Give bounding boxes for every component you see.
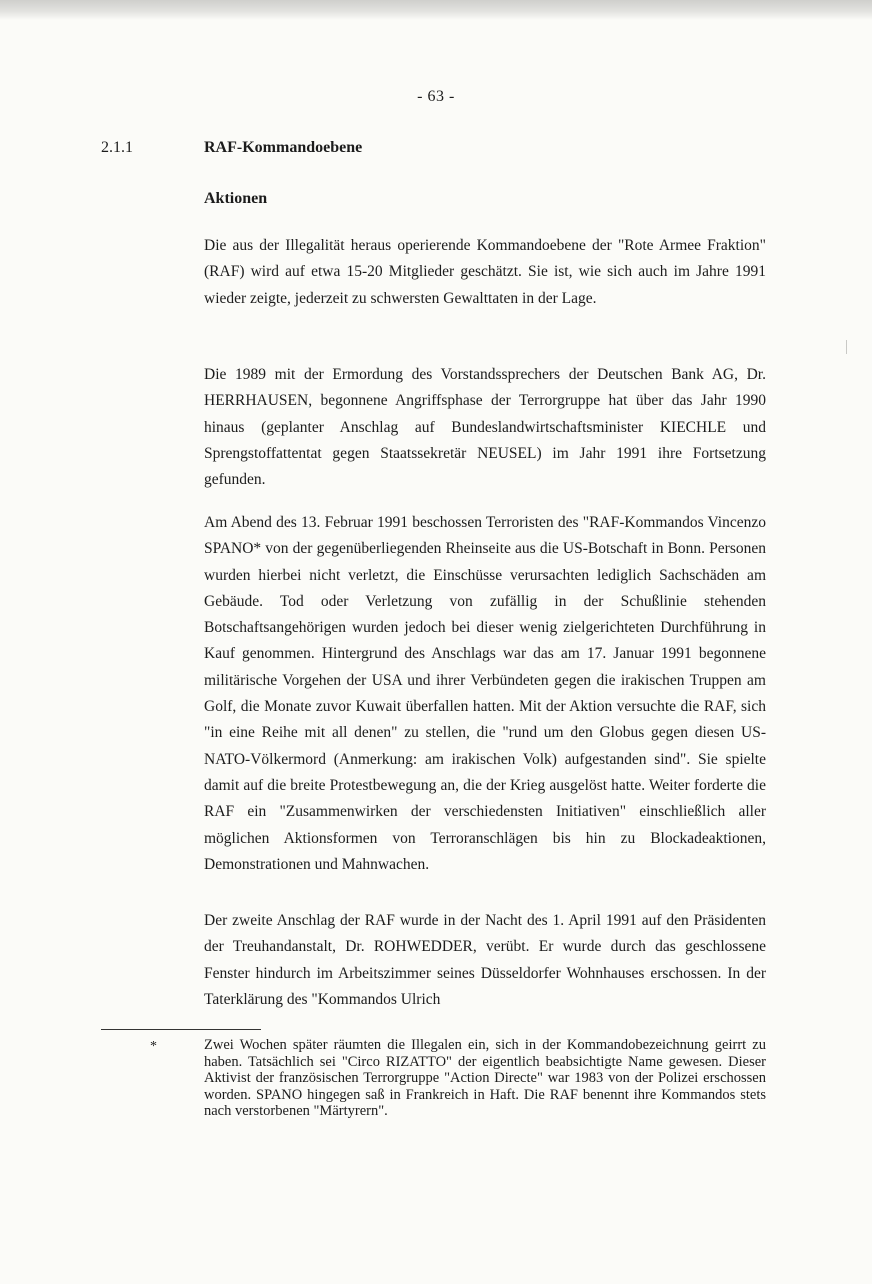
scan-speck (846, 340, 847, 354)
paragraph-1: Die aus der Illegalität heraus operierende Kommandoebene der "Rote Armee Fraktion" (RAF) wird auf etwa 15-20 Mitglieder geschätzt. Sie ist, wie sich auch im Jahre 1991 wieder zeigte, jederzeit zu schwersten Gewalttaten in der Lage. (204, 237, 766, 307)
scan-top-edge (0, 0, 872, 20)
paragraph-4: Der zweite Anschlag der RAF wurde in der Nacht des 1. April 1991 auf den Präsidenten der Treuhandanstalt, Dr. ROHWEDDER, verübt. Er wurde durch das geschlossene Fenster hindurch im Arbeitszimmer seines Düsseldorfer Wohnhauses erschossen. In der Taterklärung des "Kommandos Ulrich (204, 912, 766, 1008)
footnote-marker: * (150, 1039, 157, 1054)
footnote-divider (101, 1029, 261, 1030)
paragraph-3: Am Abend des 13. Februar 1991 beschossen Terroristen des "RAF-Kommandos Vincenzo SPANO* von der gegenüberliegenden Rheinseite aus die US-Botschaft in Bonn. Personen wurden hierbei nicht verletzt, die Einschüsse verursachten lediglich Sachschäden am Gebäude. Tod oder Verletzung von zufällig in der Schußlinie stehenden Botschaftsangehörigen wurden jedoch bei dieser wenig zielgerichteten Durchführung in Kauf genommen. Hintergrund des Anschlags war das am 17. Januar 1991 begonnene militärische Vorgehen der USA und ihrer Verbündeten gegen die irakischen Truppen am Golf, die Monate zuvor Kuwait überfallen hatten. Mit der Aktion versuchte die RAF, sich "in eine Reihe mit all denen" zu stellen, die "rund um den Globus gegen diesen US-NATO-Völkermord (Anmerkung: am irakischen Volk) aufgestanden sind". Sie spielte damit auf die breite Protestbewegung an, die der Krieg ausgelöst hatte. Weiter forderte die RAF ein "Zusammenwirken der verschiedensten Initiativen" einschließlich aller möglichen Aktionsformen von Terroranschlägen bis hin zu Blockadeaktionen, Demonstrationen und Mahnwachen. (204, 514, 766, 873)
paragraph-2: Die 1989 mit der Ermordung des Vorstandssprechers der Deutschen Bank AG, Dr. HERRHAUSEN, begonnene Angriffsphase der Terrorgruppe hat über das Jahr 1990 hinaus (geplanter Anschlag auf Bundeslandwirtschaftsminister KIECHLE und Sprengstoffattentat gegen Staatssekretär NEUSEL) im Jahr 1991 ihre Fortsetzung gefunden. (204, 366, 766, 489)
section-number: 2.1.1 (101, 139, 133, 156)
page-number: - 63 - (417, 88, 455, 105)
footnote-text: Zwei Wochen später räumten die Illegalen ein, sich in der Kommandobezeichnung geirrt zu haben. Tatsächlich sei "Circo RIZATTO" der eigentlich beabsichtigte Name gewesen. Dieser Aktivist der französischen Terrorgruppe "Action Directe" war 1983 von der Polizei erschossen worden. SPANO hingegen saß in Frankreich in Haft. Die RAF benennt ihre Kommandos stets nach verstorbenen "Märtyrern". (204, 1037, 766, 1120)
subheading: Aktionen (204, 190, 268, 207)
section-title: RAF-Kommandoebene (204, 139, 363, 156)
